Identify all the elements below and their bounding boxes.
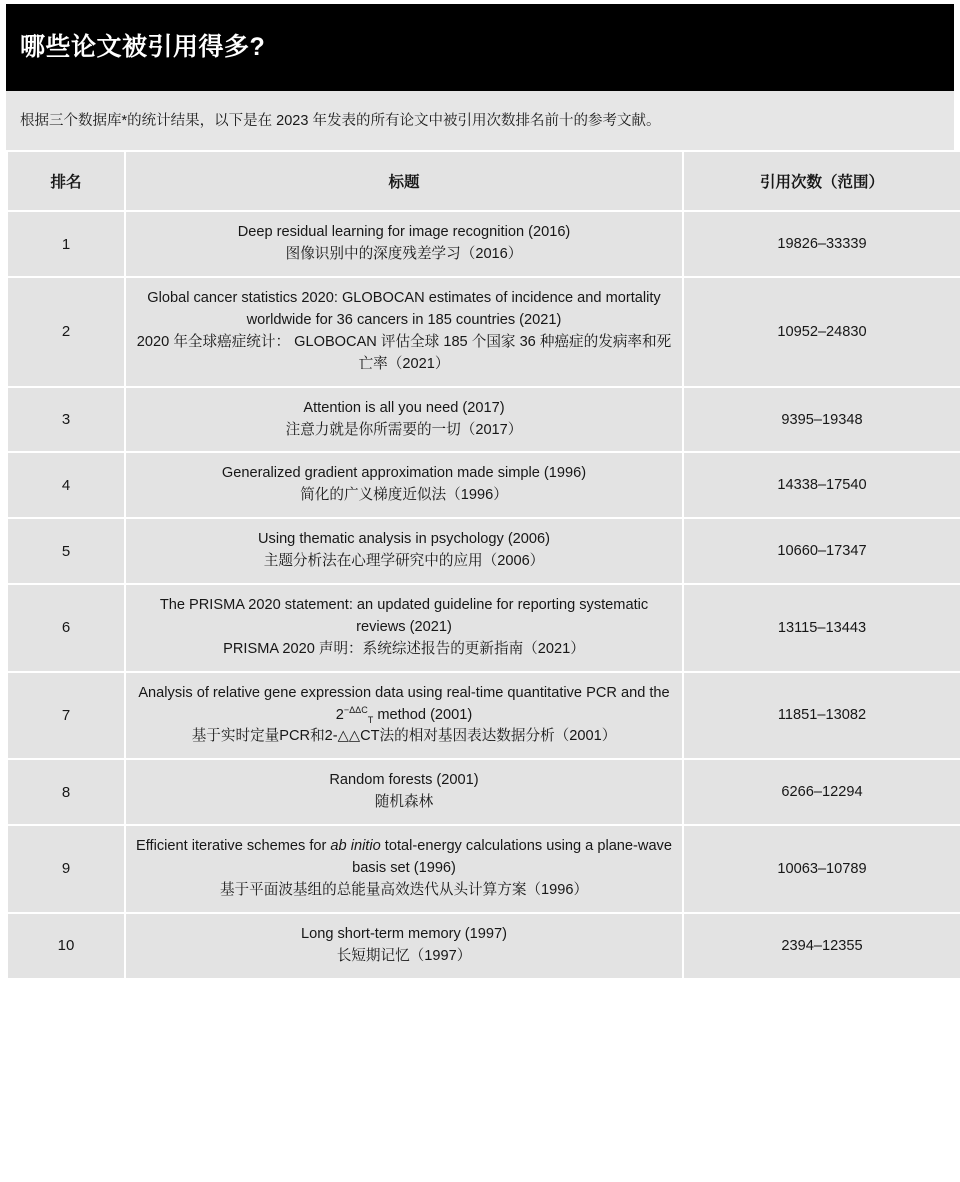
citation-range: 10660–17347	[684, 519, 960, 583]
table-row	[8, 278, 960, 386]
paper-title-zh: 随机森林	[374, 794, 434, 811]
paper-title-zh: 注意力就是你所需要的一切（2017）	[285, 421, 523, 438]
table-row	[8, 519, 960, 583]
table-row	[8, 453, 960, 517]
paper-title-en: Using thematic analysis in psychology (2006)	[257, 531, 551, 548]
rank-value: 8	[8, 760, 124, 824]
rank-value: 9	[8, 826, 124, 912]
citation-range: 14338–17540	[684, 453, 960, 517]
paper-title-en-part: Efficient iterative schemes for	[136, 838, 331, 855]
paper-title	[126, 388, 682, 452]
citation-range: 6266–12294	[684, 760, 960, 824]
page-title: 哪些论文被引用得多?	[20, 32, 266, 61]
paper-title-zh: 长短期记忆（1997）	[336, 947, 472, 964]
rank-value: 2	[8, 278, 124, 386]
paper-title	[126, 585, 682, 671]
paper-title-en: Attention is all you need (2017)	[303, 399, 505, 416]
table-row	[8, 673, 960, 759]
paper-title-en: Global cancer statistics 2020: GLOBOCAN estimates of incidence and mortality worldwide for 36 cancers in 185 countries (2021)	[147, 290, 661, 328]
citation-range: 10952–24830	[684, 278, 960, 386]
citations-table	[6, 150, 960, 979]
paper-title-en: The PRISMA 2020 statement: an updated guideline for reporting systematic reviews (2021)	[159, 596, 649, 635]
intro-text: 根据三个数据库*的统计结果，以下是在 2023 年发表的所有论文中被引用次数排名前十的参考文献。	[20, 113, 661, 129]
table-body	[8, 212, 960, 977]
paper-title-en	[134, 683, 674, 727]
paper-title	[126, 826, 682, 912]
table-row	[8, 388, 960, 452]
paper-title	[126, 453, 682, 517]
citation-range: 9395–19348	[684, 388, 960, 452]
paper-title-superscript: −ΔΔC	[343, 704, 368, 715]
paper-title-en	[134, 836, 674, 880]
rank-value: 7	[8, 673, 124, 759]
table-row	[8, 826, 960, 912]
citation-range: 10063–10789	[684, 826, 960, 912]
paper-title-en-part: total-energy calculations using a plane-wave basis set (1996)	[352, 838, 672, 876]
paper-title-en-part: method (2001)	[373, 706, 473, 723]
rank-value: 4	[8, 453, 124, 517]
column-header-citations: 引用次数（范围）	[684, 152, 960, 210]
paper-title-en: Random forests (2001)	[329, 772, 479, 789]
table-row	[8, 585, 960, 671]
paper-title	[126, 278, 682, 386]
paper-title	[126, 519, 682, 583]
citation-range: 11851–13082	[684, 673, 960, 759]
paper-title-en: Long short-term memory (1997)	[300, 925, 507, 942]
paper-title	[126, 914, 682, 978]
intro-band	[6, 91, 954, 150]
paper-title-zh: 基于平面波基组的总能量高效迭代从头计算方案（1996）	[219, 881, 589, 898]
paper-title-zh: 2020 年全球癌症统计： GLOBOCAN 评估全球 185 个国家 36 种癌症的发病率和死亡率（2021）	[136, 333, 672, 372]
paper-title-zh: 基于实时定量PCR和2-△△CT法的相对基因表达数据分析（2001）	[191, 728, 617, 745]
column-header-title: 标题	[126, 152, 682, 210]
paper-title	[126, 212, 682, 276]
table-header-row	[8, 152, 960, 210]
rank-value: 3	[8, 388, 124, 452]
paper-title-zh: 主题分析法在心理学研究中的应用（2006）	[263, 553, 545, 570]
paper-title-subscript: T	[367, 714, 374, 725]
paper-title-en: Generalized gradient approximation made simple (1996)	[221, 465, 587, 482]
paper-title-en-part: Analysis of relative gene expression data using real-time quantitative PCR and the 2	[138, 684, 670, 723]
rank-value: 5	[8, 519, 124, 583]
citation-range: 13115–13443	[684, 585, 960, 671]
rank-value: 1	[8, 212, 124, 276]
rank-value: 10	[8, 914, 124, 978]
citation-range: 2394–12355	[684, 914, 960, 978]
paper-title-en-italic: ab initio	[330, 838, 381, 855]
paper-title-en: Deep residual learning for image recognition (2016)	[237, 224, 571, 241]
paper-title	[126, 673, 682, 759]
table-row	[8, 212, 960, 276]
table-row	[8, 914, 960, 978]
header-bar	[6, 4, 954, 91]
paper-title-zh: PRISMA 2020 声明：系统综述报告的更新指南（2021）	[223, 640, 585, 657]
paper-title-zh: 简化的广义梯度近似法（1996）	[300, 487, 508, 504]
table-row	[8, 760, 960, 824]
citation-range: 19826–33339	[684, 212, 960, 276]
paper-title	[126, 760, 682, 824]
paper-title-zh: 图像识别中的深度残差学习（2016）	[285, 246, 523, 263]
rank-value: 6	[8, 585, 124, 671]
column-header-rank: 排名	[8, 152, 124, 210]
